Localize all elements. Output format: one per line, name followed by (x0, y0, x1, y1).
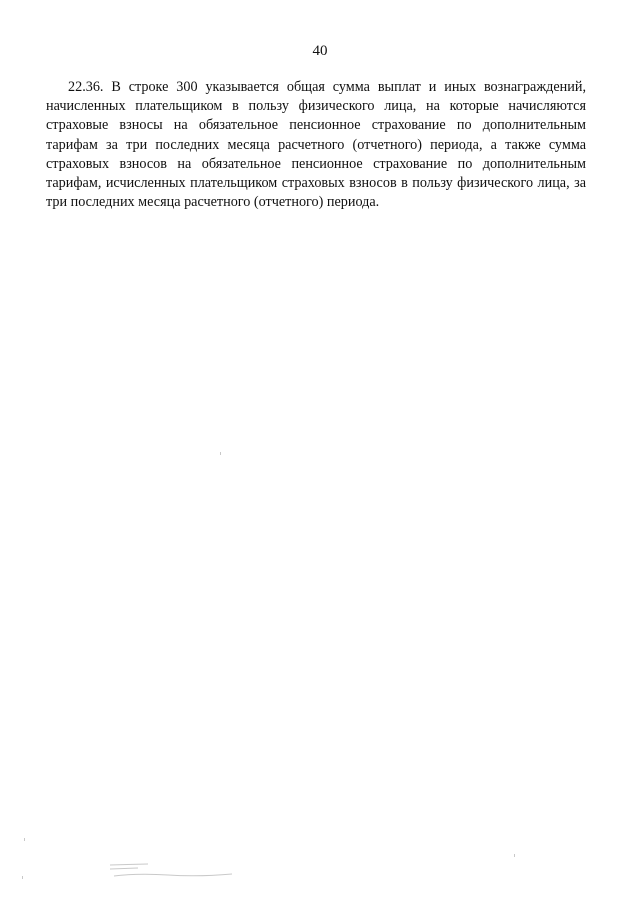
page-number: 40 (312, 43, 328, 59)
scan-artifact (220, 452, 221, 455)
body-paragraph: 22.36. В строке 300 указывается общая сумма выплат и иных вознаграждений, начисленных плательщиком в пользу физического лица, на которые начисляются страховые взносы на обязательное пенсионное страхование по дополнительным тарифам за три последних месяца расчетного (отчетного) периода, а также сумма страховых взносов на обязательное пенсионное страхование по дополнительным тарифам, исчисленных плательщиком страховых взносов в пользу физического лица, за три последних месяца расчетного (отчетного) периода. (46, 79, 586, 211)
faint-stamp-graphic (108, 859, 238, 881)
scan-artifact (514, 854, 515, 857)
scan-artifact (24, 838, 25, 841)
scan-artifact (22, 876, 23, 879)
footer-stamp-mark (108, 859, 238, 884)
